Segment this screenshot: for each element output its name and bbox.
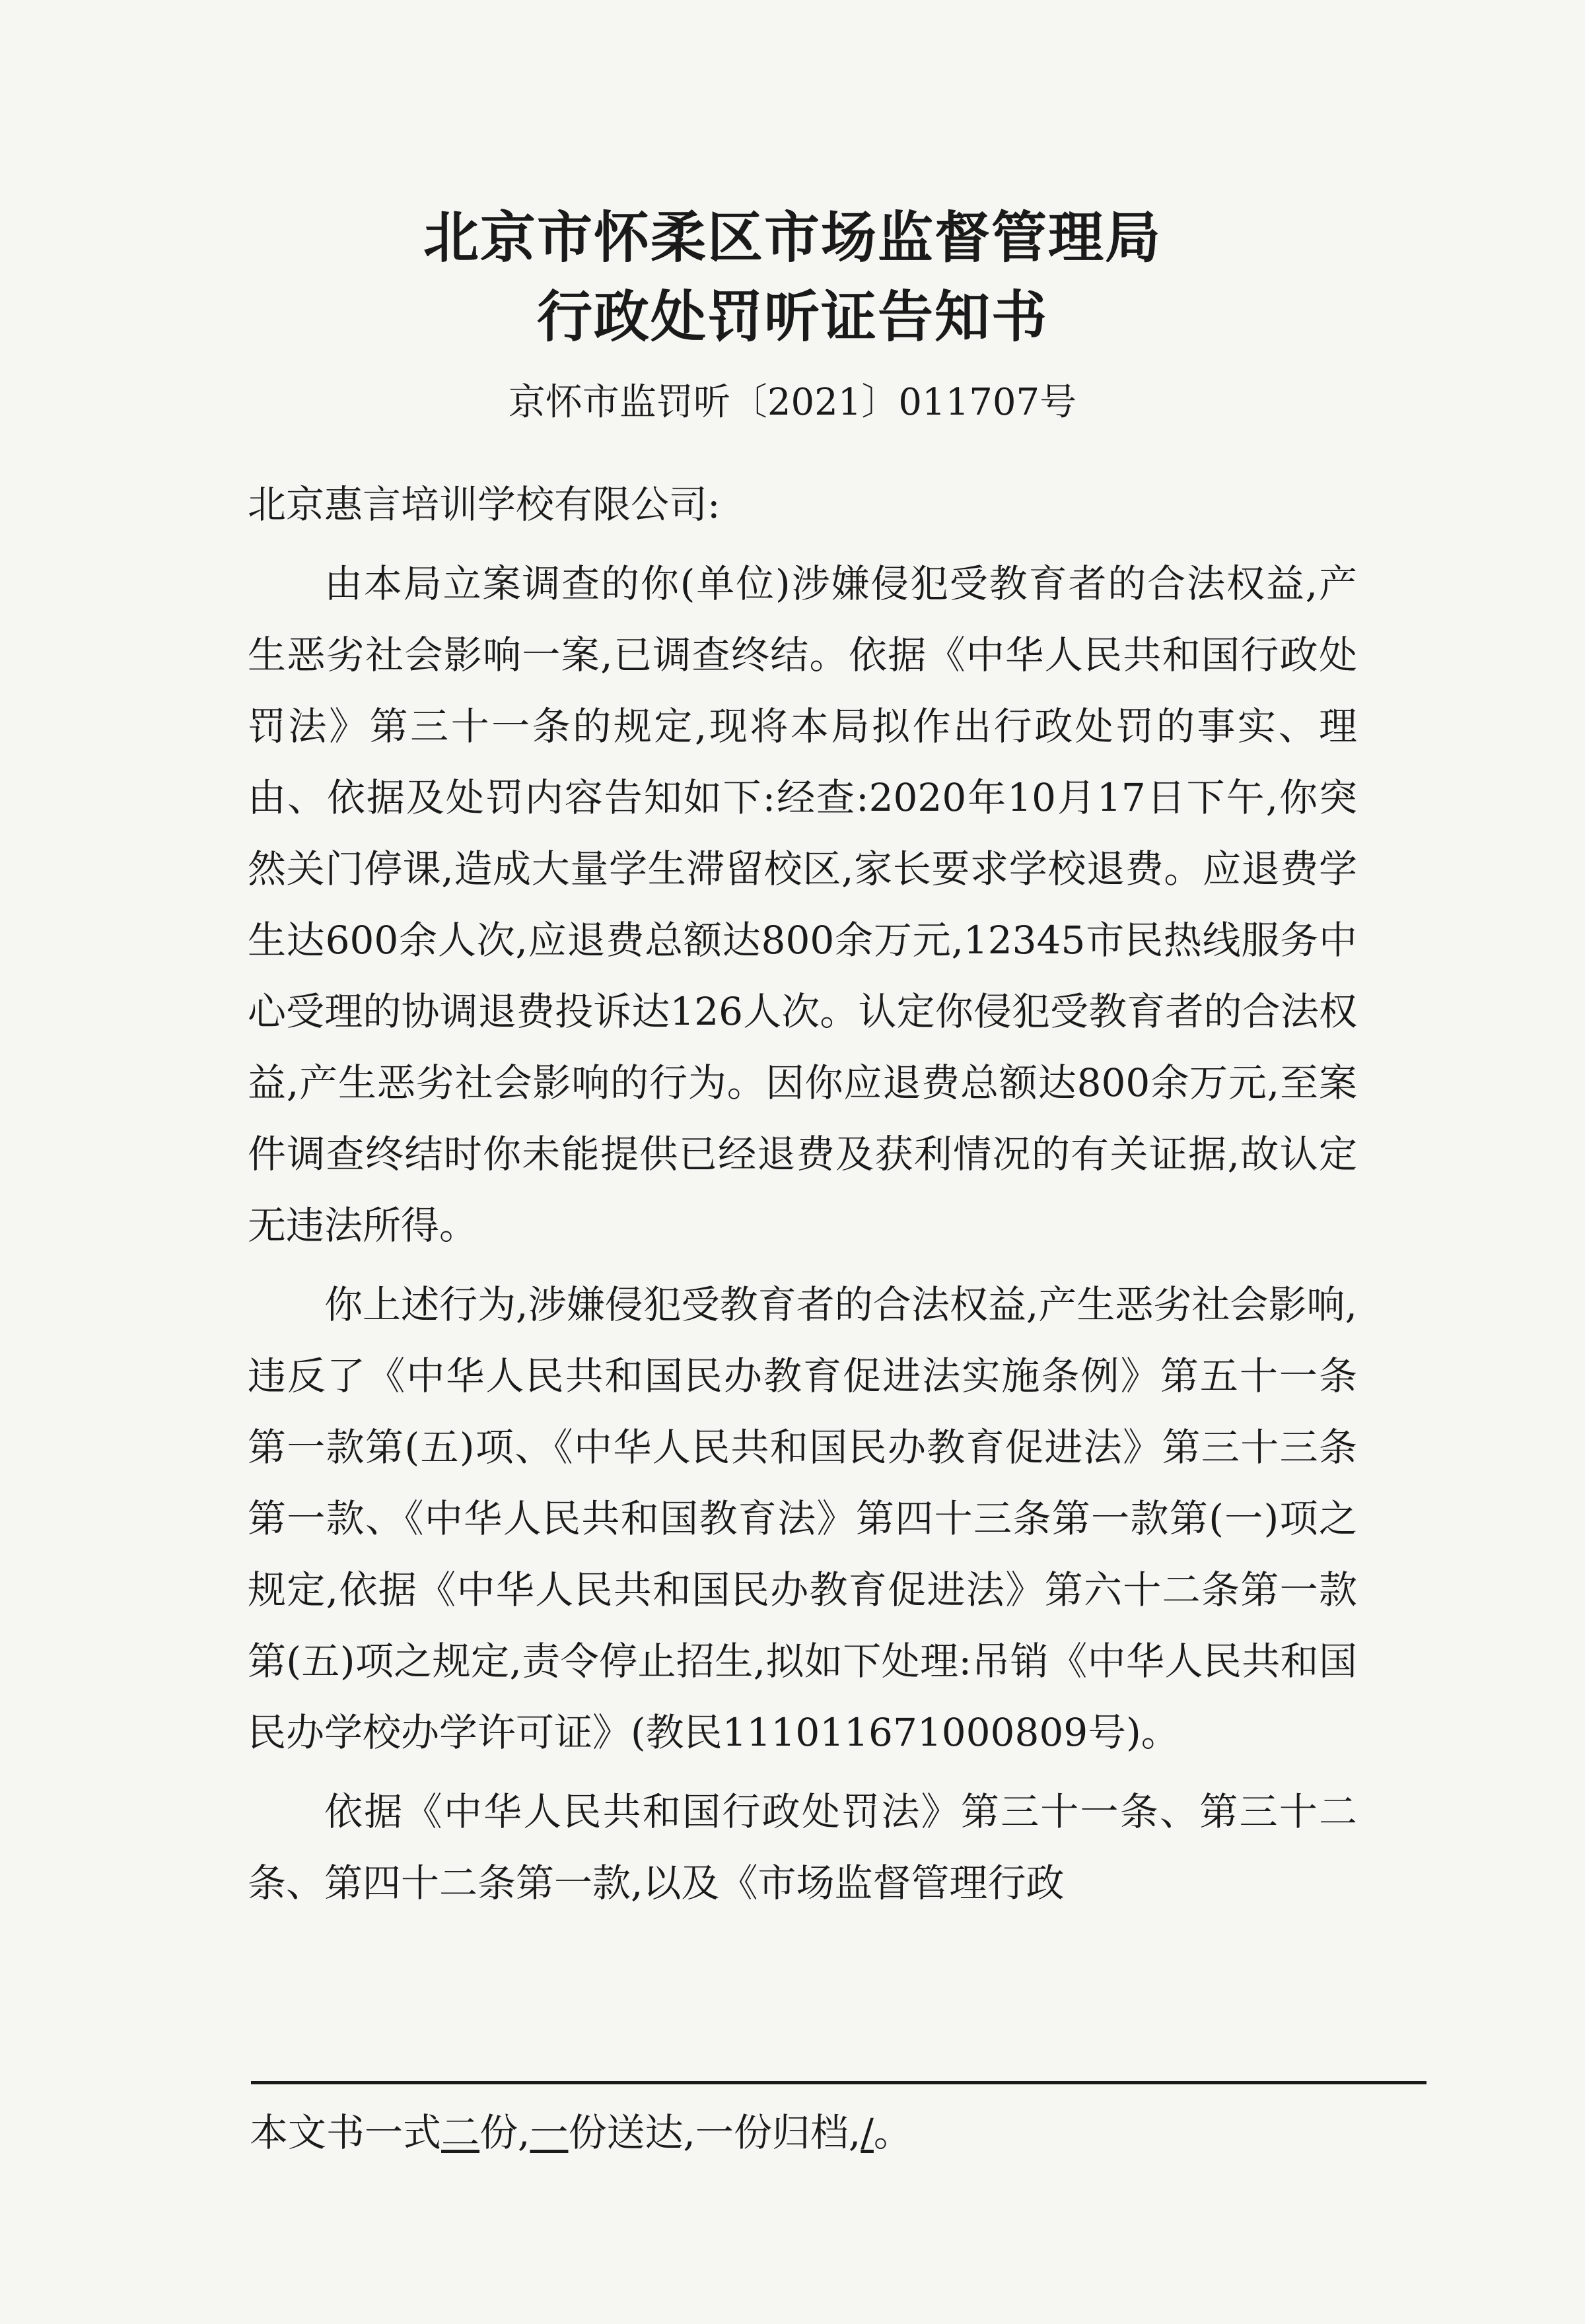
footer-note-mid1: 份,	[479, 2110, 530, 2155]
document-body	[248, 469, 1357, 1927]
recipient-line: 北京惠言培训学校有限公司:	[248, 482, 721, 527]
paragraph-violation: 你上述行为,涉嫌侵犯受教育者的合法权益,产生恶劣社会影响,违反了《中华人民共和国民办教育促进法实施条例》第五十一条第一款第(五)项、《中华人民共和国民办教育促进法》第三十三条第一款、《中华人民共和国教育法》第四十三条第一款第(一)项之规定,依据《中华人民共和国民办教育促进法》第六十二条第一款第(五)项之规定,责令停止招生,拟如下处理:吊销《中华人民共和国民办学校办学许可证》(教民111011671000809号)。	[248, 1282, 1357, 1755]
paragraph-basis: 依据《中华人民共和国行政处罚法》第三十一条、第三十二条、第四十二条第一款,以及《市场监督管理行政	[248, 1789, 1357, 1905]
footer-divider	[251, 2081, 1426, 2084]
footer-note-mid2: 份送达,一份归档,	[568, 2110, 861, 2155]
footer-copies-total: 二	[441, 2110, 480, 2155]
footer-copies-note	[250, 2103, 912, 2162]
document-number: 京怀市监罚听〔2021〕011707号	[508, 381, 1077, 424]
paragraph-facts: 由本局立案调查的你(单位)涉嫌侵犯受教育者的合法权益,产生恶劣社会影响一案,已调查终结。依据《中华人民共和国行政处罚法》第三十一条的规定,现将本局拟作出行政处罚的事实、理由、依据及处罚内容告知如下:经查:2020年10月17日下午,你突然关门停课,造成大量学生滞留校区,家长要求学校退费。应退费学生达600余人次,应退费总额达800余万元,12345市民热线服务中心受理的协调退费投诉达126人次。认定你侵犯受教育者的合法权益,产生恶劣社会影响的行为。因你应退费总额达800余万元,至案件调查终结时你未能提供已经退费及获利情况的有关证据,故认定无违法所得。	[248, 561, 1357, 1248]
document-title-type: 行政处罚听证告知书	[536, 285, 1048, 349]
document-title-agency: 北京市怀柔区市场监督管理局	[423, 205, 1162, 270]
footer-copies-served: 一	[530, 2110, 569, 2155]
footer-note-tail: 。	[873, 2110, 912, 2155]
footer-note-prefix: 本文书一式	[250, 2110, 442, 2155]
footer-note-end: /	[861, 2110, 874, 2155]
